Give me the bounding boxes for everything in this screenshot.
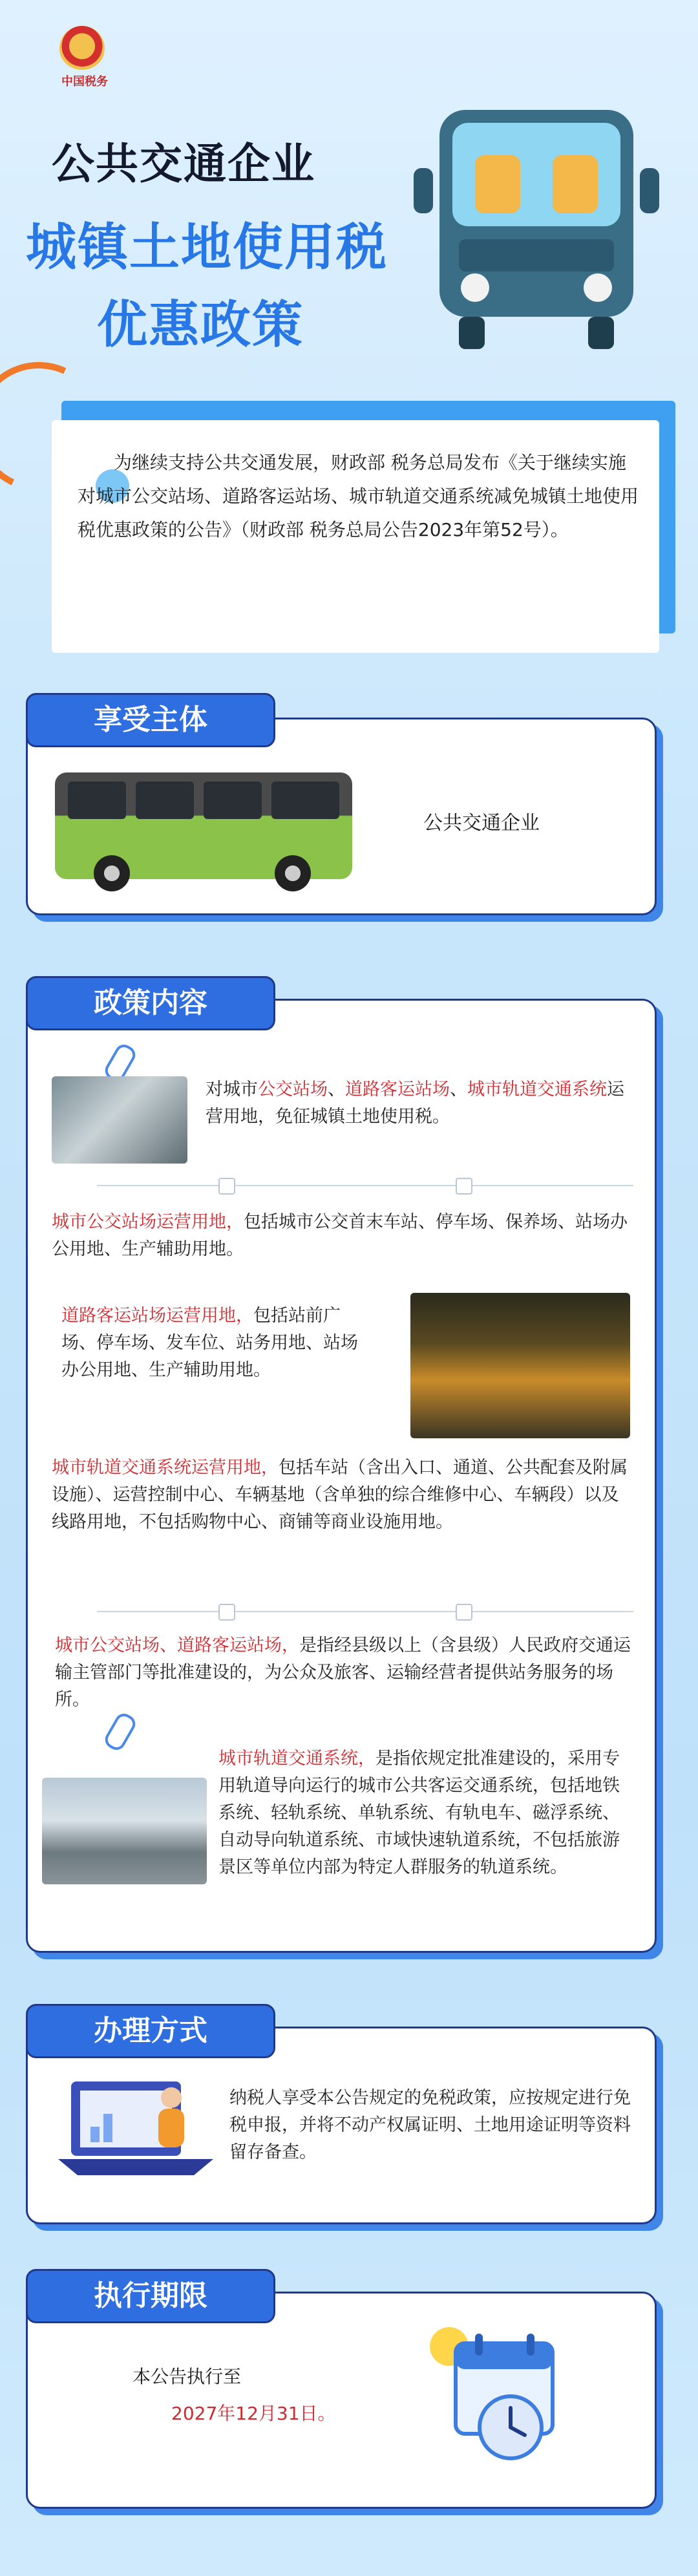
policy-para-3: 道路客运站场运营用地，包括站前广场、停车场、发车位、站务用地、站场办公用地、生产辅助用地。 (61, 1306, 358, 1380)
divider (97, 1611, 633, 1612)
method-text: 纳税人享受本公告规定的免税政策，应按规定进行免税申报，并将不动产权属证明、土地用途证明等资料留存备查。 (229, 2088, 631, 2162)
beneficiary-text: 公共交通企业 (423, 812, 540, 835)
laptop-person-illustration (58, 2069, 213, 2182)
policy-para-1: 对城市公交站场、道路客运站场、城市轨道交通系统运营用地，免征城镇土地使用税。 (206, 1080, 624, 1127)
bus-stop-photo (52, 1076, 187, 1164)
period-heading: 执行期限 (26, 2269, 275, 2323)
policy-para-5: 城市公交站场、道路客运站场，是指经县级以上（含县级）人民政府交通运输主管部门等批准建设的，为公众及旅客、运输经营者提供站务服务的场所。 (55, 1635, 631, 1710)
calendar-clock-icon (420, 2317, 575, 2476)
bus-front-illustration (414, 71, 659, 349)
divider-icon (456, 1604, 472, 1621)
policy-heading: 政策内容 (26, 976, 275, 1030)
page-title-line3: 优惠政策 (97, 296, 304, 354)
page-title-line1: 公共交通企业 (52, 139, 315, 189)
policy-para-6: 城市轨道交通系统，是指依规定批准建设的，采用专用轨道导向运行的城市公共客运交通系统，包括地铁系统、轻轨系统、单轨系统、有轨电车、磁浮系统、自动导向轨道系统、市域快速轨道系统，不包括旅游景区等单位内部为特定人群服务的轨道系统。 (218, 1749, 620, 1877)
divider-icon (218, 1604, 235, 1621)
beneficiary-heading: 享受主体 (26, 693, 275, 747)
divider-icon (456, 1178, 472, 1195)
policy-para-4: 城市轨道交通系统运营用地，包括车站（含出入口、通道、公共配套及附属设施）、运营控制中心、车辆基地（含单独的综合维修中心、车辆段）以及线路用地，不包括购物中心、商铺等商业设施用地。 (52, 1458, 628, 1532)
tax-emblem-icon (59, 26, 105, 71)
city-bus-image (55, 772, 352, 879)
parked-buses-photo (42, 1778, 207, 1884)
method-heading: 办理方式 (26, 2004, 275, 2058)
period-date: 2027年12月31日。 (171, 2403, 336, 2424)
intro-text: 为继续支持公共交通发展，财政部 税务总局发布《关于继续实施对城市公交站场、道路客运站场、城市轨道交通系统减免城镇土地使用税优惠政策的公告》（财政部 税务总局公告2023年第52号）。 (78, 452, 639, 540)
policy-para-2: 城市公交站场运营用地，包括城市公交首末车站、停车场、保养场、站场办公用地、生产辅助用地。 (52, 1212, 628, 1259)
emblem-text: 中国税务 (61, 75, 108, 89)
period-line1: 本公告执行至 (132, 2366, 242, 2387)
page-title-line2: 城镇土地使用税 (26, 218, 388, 277)
divider (97, 1185, 633, 1186)
divider-icon (218, 1178, 235, 1195)
bus-station-night-photo (410, 1293, 630, 1438)
